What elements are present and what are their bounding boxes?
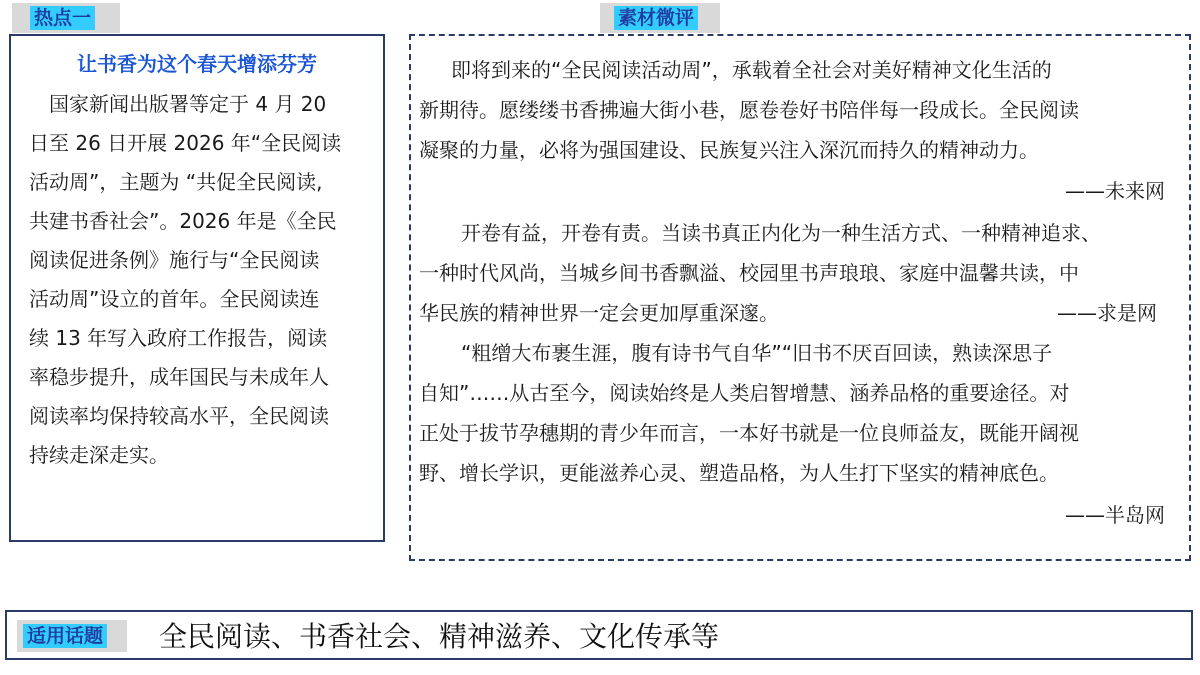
topic-text: 全民阅读、书香社会、精神滋养、文化传承等 — [159, 620, 720, 653]
news-line: 国家新闻出版署等定于 4 月 20 — [29, 92, 327, 116]
comment-line: 正处于拔节孕穗期的青少年而言，一本好书就是一位良师益友，既能开阔视 — [419, 421, 1079, 445]
comment-line: 野、增长学识，更能滋养心灵、塑造品格，为人生打下坚实的精神底色。 — [419, 461, 1059, 485]
comment-box — [409, 34, 1191, 561]
news-box — [9, 34, 385, 542]
news-line: 持续走深走实。 — [29, 443, 169, 467]
comment-line: 自知”……从古至今，阅读始终是人类启智增慧、涵养品格的重要途径。对 — [419, 381, 1070, 405]
comment-line: 开卷有益，开卷有责。当读书真正内化为一种生活方式、一种精神追求、 — [461, 221, 1101, 245]
comment-line: “粗缯大布裹生涯，腹有诗书气自华”“旧书不厌百回读，熟读深思子 — [461, 341, 1053, 365]
topic-label: 适用话题 — [23, 624, 107, 648]
news-line: 续 13 年写入政府工作报告，阅读 — [29, 326, 328, 350]
comment-line: 华民族的精神世界一定会更加厚重深邃。 — [419, 301, 779, 325]
comment-line: 新期待。愿缕缕书香拂遍大街小巷，愿卷卷好书陪伴每一段成长。全民阅读 — [419, 98, 1079, 122]
comment-line: 凝聚的力量，必将为强国建设、民族复兴注入深沉而持久的精神动力。 — [419, 138, 1039, 162]
hot-topic-label: 热点一 — [30, 6, 95, 30]
comment-label: 素材微评 — [614, 6, 698, 30]
news-line: 率稳步提升，成年国民与未成年人 — [29, 365, 329, 389]
comment-line: 一种时代风尚，当城乡间书香飘溢、校园里书声琅琅、家庭中温馨共读，中 — [419, 261, 1079, 285]
news-line: 阅读促进条例》施行与“全民阅读 — [29, 248, 320, 272]
news-line: 共建书香社会”。2026 年是《全民 — [29, 209, 337, 233]
topic-bar — [5, 610, 1193, 660]
comment-line: 即将到来的“全民阅读活动周”，承载着全社会对美好精神文化生活的 — [451, 58, 1052, 82]
source-label: ——求是网 — [1057, 301, 1157, 325]
news-line: 活动周”设立的首年。全民阅读连 — [29, 287, 320, 311]
news-line: 阅读率均保持较高水平，全民阅读 — [29, 404, 329, 428]
source-label: ——半岛网 — [1065, 503, 1165, 527]
news-title: 让书香为这个春天增添芬芳 — [77, 52, 317, 76]
comment-tag — [600, 3, 720, 33]
news-line: 活动周”，主题为 “共促全民阅读, — [29, 170, 323, 194]
hot-topic-tag — [12, 3, 120, 33]
source-label: ——未来网 — [1065, 179, 1165, 203]
news-line: 日至 26 日开展 2026 年“全民阅读 — [29, 131, 342, 155]
